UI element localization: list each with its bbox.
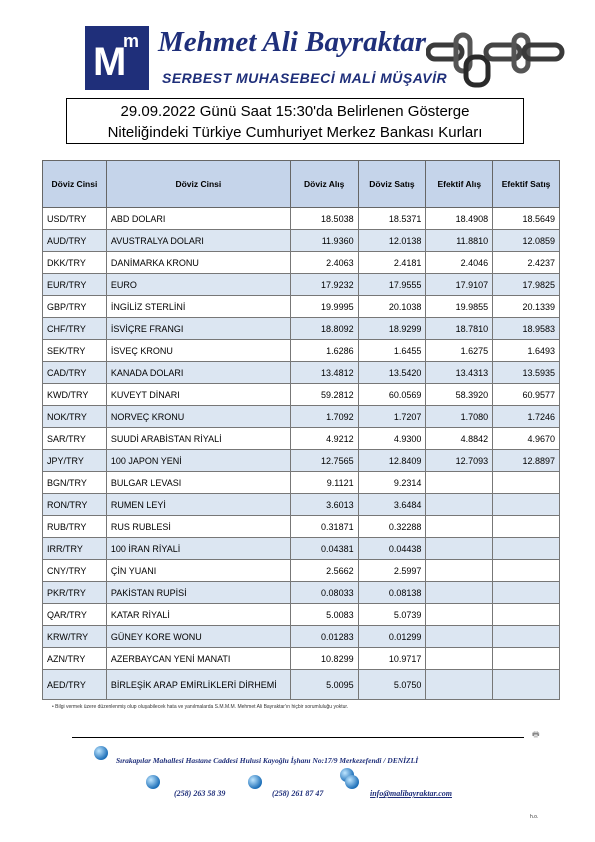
header-efektif-alis: Efektif Alış bbox=[426, 161, 493, 208]
cell-currency-code: KWD/TRY bbox=[43, 384, 107, 406]
cell-currency-code: CNY/TRY bbox=[43, 560, 107, 582]
cell-efektif-satis: 12.8897 bbox=[493, 450, 560, 472]
cell-doviz-satis: 1.7207 bbox=[358, 406, 426, 428]
cell-currency-code: IRR/TRY bbox=[43, 538, 107, 560]
cell-currency-name: BULGAR LEVASI bbox=[106, 472, 290, 494]
table-row bbox=[43, 274, 560, 296]
cell-efektif-alis: 1.6275 bbox=[426, 340, 493, 362]
cell-doviz-alis: 18.8092 bbox=[290, 318, 358, 340]
cell-doviz-alis: 12.7565 bbox=[290, 450, 358, 472]
cell-efektif-satis bbox=[493, 648, 560, 670]
cell-efektif-alis: 12.7093 bbox=[426, 450, 493, 472]
cell-efektif-satis: 12.0859 bbox=[493, 230, 560, 252]
table-row bbox=[43, 340, 560, 362]
cell-doviz-satis: 4.9300 bbox=[358, 428, 426, 450]
cell-doviz-satis: 1.6455 bbox=[358, 340, 426, 362]
cell-efektif-alis bbox=[426, 670, 493, 700]
cell-efektif-alis bbox=[426, 582, 493, 604]
cell-efektif-alis: 58.3920 bbox=[426, 384, 493, 406]
cell-currency-name: ABD DOLARI bbox=[106, 208, 290, 230]
cell-doviz-satis: 20.1038 bbox=[358, 296, 426, 318]
title-line-2: Niteliğindeki Türkiye Cumhuriyet Merkez Bankası Kurları bbox=[107, 124, 483, 141]
cell-doviz-satis: 0.01299 bbox=[358, 626, 426, 648]
cell-efektif-satis: 17.9825 bbox=[493, 274, 560, 296]
cell-efektif-alis: 2.4046 bbox=[426, 252, 493, 274]
cell-currency-name: GÜNEY KORE WONU bbox=[106, 626, 290, 648]
cell-currency-name: DANİMARKA KRONU bbox=[106, 252, 290, 274]
cell-doviz-alis: 0.01283 bbox=[290, 626, 358, 648]
cell-doviz-alis: 13.4812 bbox=[290, 362, 358, 384]
header-code: Döviz Cinsi bbox=[43, 161, 107, 208]
cell-currency-code: USD/TRY bbox=[43, 208, 107, 230]
cell-efektif-satis: 4.9670 bbox=[493, 428, 560, 450]
cell-currency-code: AED/TRY bbox=[43, 670, 107, 700]
footer-phone-1: (258) 263 58 39 bbox=[174, 789, 226, 798]
table-row bbox=[43, 296, 560, 318]
cell-efektif-satis bbox=[493, 538, 560, 560]
cell-currency-code: QAR/TRY bbox=[43, 604, 107, 626]
cell-doviz-alis: 0.04381 bbox=[290, 538, 358, 560]
exchange-rates-table bbox=[42, 160, 560, 700]
cell-efektif-satis bbox=[493, 560, 560, 582]
cell-efektif-satis bbox=[493, 626, 560, 648]
cell-efektif-alis: 18.7810 bbox=[426, 318, 493, 340]
cell-currency-name: AZERBAYCAN YENİ MANATI bbox=[106, 648, 290, 670]
cell-doviz-alis: 18.5038 bbox=[290, 208, 358, 230]
footer-phone-2: (258) 261 87 47 bbox=[272, 789, 324, 798]
cell-currency-name: PAKİSTAN RUPİSİ bbox=[106, 582, 290, 604]
header-efektif-satis: Efektif Satış bbox=[493, 161, 560, 208]
table-row bbox=[43, 406, 560, 428]
cell-efektif-alis bbox=[426, 626, 493, 648]
cell-efektif-satis: 18.5649 bbox=[493, 208, 560, 230]
table-row bbox=[43, 318, 560, 340]
table-row bbox=[43, 362, 560, 384]
cell-doviz-alis: 4.9212 bbox=[290, 428, 358, 450]
cell-efektif-alis bbox=[426, 472, 493, 494]
footer-address: Sırakapılar Mahallesi Hastane Caddesi Hulusi Kayoğlu İşhanı No:17/9 Merkezefendi / DENİZLİ bbox=[116, 756, 419, 765]
cell-efektif-alis bbox=[426, 648, 493, 670]
cell-currency-name: ÇİN YUANI bbox=[106, 560, 290, 582]
cell-doviz-satis: 60.0569 bbox=[358, 384, 426, 406]
cell-currency-code: BGN/TRY bbox=[43, 472, 107, 494]
table-row bbox=[43, 472, 560, 494]
cell-doviz-alis: 10.8299 bbox=[290, 648, 358, 670]
cell-currency-name: 100 JAPON YENİ bbox=[106, 450, 290, 472]
cell-efektif-alis bbox=[426, 560, 493, 582]
table-row bbox=[43, 230, 560, 252]
cell-doviz-alis: 19.9995 bbox=[290, 296, 358, 318]
chain-icon bbox=[426, 27, 566, 89]
cell-doviz-satis: 12.8409 bbox=[358, 450, 426, 472]
cell-doviz-satis: 5.0750 bbox=[358, 670, 426, 700]
cell-doviz-satis: 5.0739 bbox=[358, 604, 426, 626]
cell-efektif-alis bbox=[426, 538, 493, 560]
cell-doviz-alis: 2.5662 bbox=[290, 560, 358, 582]
document-initials: h.o. bbox=[530, 814, 539, 820]
cell-currency-code: PKR/TRY bbox=[43, 582, 107, 604]
cell-currency-name: SUUDİ ARABİSTAN RİYALİ bbox=[106, 428, 290, 450]
cell-efektif-satis: 20.1339 bbox=[493, 296, 560, 318]
cell-efektif-alis: 4.8842 bbox=[426, 428, 493, 450]
cell-currency-code: CHF/TRY bbox=[43, 318, 107, 340]
cell-doviz-satis: 0.04438 bbox=[358, 538, 426, 560]
cell-doviz-satis: 18.9299 bbox=[358, 318, 426, 340]
cell-doviz-alis: 5.0083 bbox=[290, 604, 358, 626]
cell-currency-name: EURO bbox=[106, 274, 290, 296]
cell-currency-code: GBP/TRY bbox=[43, 296, 107, 318]
cell-currency-name: NORVEÇ KRONU bbox=[106, 406, 290, 428]
cell-doviz-alis: 0.08033 bbox=[290, 582, 358, 604]
cell-doviz-alis: 0.31871 bbox=[290, 516, 358, 538]
cell-doviz-satis: 0.08138 bbox=[358, 582, 426, 604]
cell-currency-name: İNGİLİZ STERLİNİ bbox=[106, 296, 290, 318]
cell-efektif-alis: 19.9855 bbox=[426, 296, 493, 318]
cell-doviz-alis: 17.9232 bbox=[290, 274, 358, 296]
cell-doviz-alis: 1.6286 bbox=[290, 340, 358, 362]
cell-currency-name: RUMEN LEYİ bbox=[106, 494, 290, 516]
table-row bbox=[43, 450, 560, 472]
table-row bbox=[43, 648, 560, 670]
table-row bbox=[43, 516, 560, 538]
cell-currency-name: RUS RUBLESİ bbox=[106, 516, 290, 538]
cell-doviz-alis: 2.4063 bbox=[290, 252, 358, 274]
cell-currency-name: BİRLEŞİK ARAP EMİRLİKLERİ DİRHEMİ bbox=[106, 670, 290, 700]
cell-efektif-satis: 1.6493 bbox=[493, 340, 560, 362]
cell-efektif-satis: 13.5935 bbox=[493, 362, 560, 384]
cell-currency-code: SAR/TRY bbox=[43, 428, 107, 450]
brand-subtitle: SERBEST MUHASEBECİ MALİ MÜŞAVİR bbox=[162, 70, 448, 86]
brand-name: Mehmet Ali Bayraktar bbox=[158, 26, 426, 58]
table-row bbox=[43, 604, 560, 626]
cell-efektif-satis bbox=[493, 472, 560, 494]
disclaimer-text: Bilgi vermek üzere düzenlenmiş olup oluşabilecek hata ve yanılmalarda S.M.M.M. Mehmet Ali Bayraktar'ın hiçbir sorumluluğu yoktur. bbox=[55, 704, 349, 710]
cell-doviz-satis: 0.32288 bbox=[358, 516, 426, 538]
cell-doviz-satis: 2.4181 bbox=[358, 252, 426, 274]
cell-efektif-alis: 11.8810 bbox=[426, 230, 493, 252]
cell-currency-code: JPY/TRY bbox=[43, 450, 107, 472]
cell-efektif-alis: 1.7080 bbox=[426, 406, 493, 428]
cell-doviz-alis: 59.2812 bbox=[290, 384, 358, 406]
table-row bbox=[43, 560, 560, 582]
fax-globe-icon bbox=[248, 775, 262, 789]
cell-currency-code: AUD/TRY bbox=[43, 230, 107, 252]
title-line-1: 29.09.2022 Günü Saat 15:30'da Belirlenen Gösterge bbox=[120, 103, 470, 120]
cell-currency-name: 100 İRAN RİYALİ bbox=[106, 538, 290, 560]
cell-currency-code: KRW/TRY bbox=[43, 626, 107, 648]
cell-doviz-alis: 1.7092 bbox=[290, 406, 358, 428]
cell-efektif-satis: 60.9577 bbox=[493, 384, 560, 406]
header-name: Döviz Cinsi bbox=[106, 161, 290, 208]
cell-efektif-alis bbox=[426, 516, 493, 538]
footer-divider bbox=[72, 737, 524, 738]
header-doviz-alis: Döviz Alış bbox=[290, 161, 358, 208]
cell-efektif-satis bbox=[493, 582, 560, 604]
cell-efektif-satis: 18.9583 bbox=[493, 318, 560, 340]
table-row bbox=[43, 208, 560, 230]
cell-doviz-satis: 12.0138 bbox=[358, 230, 426, 252]
cell-efektif-satis: 1.7246 bbox=[493, 406, 560, 428]
cell-doviz-alis: 3.6013 bbox=[290, 494, 358, 516]
logo-letter-small: m bbox=[123, 31, 140, 51]
cell-efektif-satis bbox=[493, 670, 560, 700]
cell-doviz-satis: 17.9555 bbox=[358, 274, 426, 296]
cell-efektif-alis bbox=[426, 604, 493, 626]
cell-efektif-alis: 17.9107 bbox=[426, 274, 493, 296]
phone-globe-icon bbox=[146, 775, 160, 789]
cell-currency-name: KUVEYT DİNARI bbox=[106, 384, 290, 406]
cell-efektif-alis: 18.4908 bbox=[426, 208, 493, 230]
header-doviz-satis: Döviz Satış bbox=[358, 161, 426, 208]
cell-efektif-satis bbox=[493, 494, 560, 516]
cell-currency-name: İSVİÇRE FRANGI bbox=[106, 318, 290, 340]
table-row bbox=[43, 494, 560, 516]
table-row bbox=[43, 538, 560, 560]
table-header-row bbox=[43, 161, 560, 208]
cell-doviz-satis: 3.6484 bbox=[358, 494, 426, 516]
cell-currency-name: KANADA DOLARI bbox=[106, 362, 290, 384]
cell-efektif-satis bbox=[493, 604, 560, 626]
company-logo bbox=[85, 26, 149, 90]
cell-currency-name: KATAR RİYALİ bbox=[106, 604, 290, 626]
logo-letter-big: M bbox=[93, 40, 127, 84]
cell-doviz-alis: 5.0095 bbox=[290, 670, 358, 700]
cell-currency-name: AVUSTRALYA DOLARI bbox=[106, 230, 290, 252]
cell-doviz-alis: 11.9360 bbox=[290, 230, 358, 252]
cell-currency-code: CAD/TRY bbox=[43, 362, 107, 384]
cell-doviz-satis: 13.5420 bbox=[358, 362, 426, 384]
printer-icon: 🖶 bbox=[532, 730, 540, 739]
cell-currency-code: EUR/TRY bbox=[43, 274, 107, 296]
footer-email-link[interactable]: info@malibayraktar.com bbox=[370, 789, 452, 798]
email-globe-icon bbox=[345, 775, 359, 789]
cell-doviz-satis: 18.5371 bbox=[358, 208, 426, 230]
cell-doviz-satis: 9.2314 bbox=[358, 472, 426, 494]
table-row bbox=[43, 384, 560, 406]
title-box bbox=[66, 98, 524, 144]
cell-efektif-satis: 2.4237 bbox=[493, 252, 560, 274]
cell-currency-code: RON/TRY bbox=[43, 494, 107, 516]
cell-efektif-alis bbox=[426, 494, 493, 516]
table-row bbox=[43, 582, 560, 604]
disclaimer-footnote: • Bilgi vermek üzere düzenlenmiş olup oluşabilecek hata ve yanılmalarda S.M.M.M. Mehmet Ali Bayraktar'ın hiçbir sorumluluğu yoktur. bbox=[52, 704, 349, 710]
globe-icon bbox=[94, 746, 108, 760]
cell-currency-code: AZN/TRY bbox=[43, 648, 107, 670]
cell-currency-code: SEK/TRY bbox=[43, 340, 107, 362]
cell-efektif-alis: 13.4313 bbox=[426, 362, 493, 384]
cell-currency-code: DKK/TRY bbox=[43, 252, 107, 274]
cell-currency-code: RUB/TRY bbox=[43, 516, 107, 538]
cell-efektif-satis bbox=[493, 516, 560, 538]
cell-doviz-satis: 10.9717 bbox=[358, 648, 426, 670]
cell-currency-name: İSVEÇ KRONU bbox=[106, 340, 290, 362]
cell-doviz-alis: 9.1121 bbox=[290, 472, 358, 494]
cell-doviz-satis: 2.5997 bbox=[358, 560, 426, 582]
table-row bbox=[43, 626, 560, 648]
table-row bbox=[43, 252, 560, 274]
table-row bbox=[43, 670, 560, 700]
cell-currency-code: NOK/TRY bbox=[43, 406, 107, 428]
table-row bbox=[43, 428, 560, 450]
